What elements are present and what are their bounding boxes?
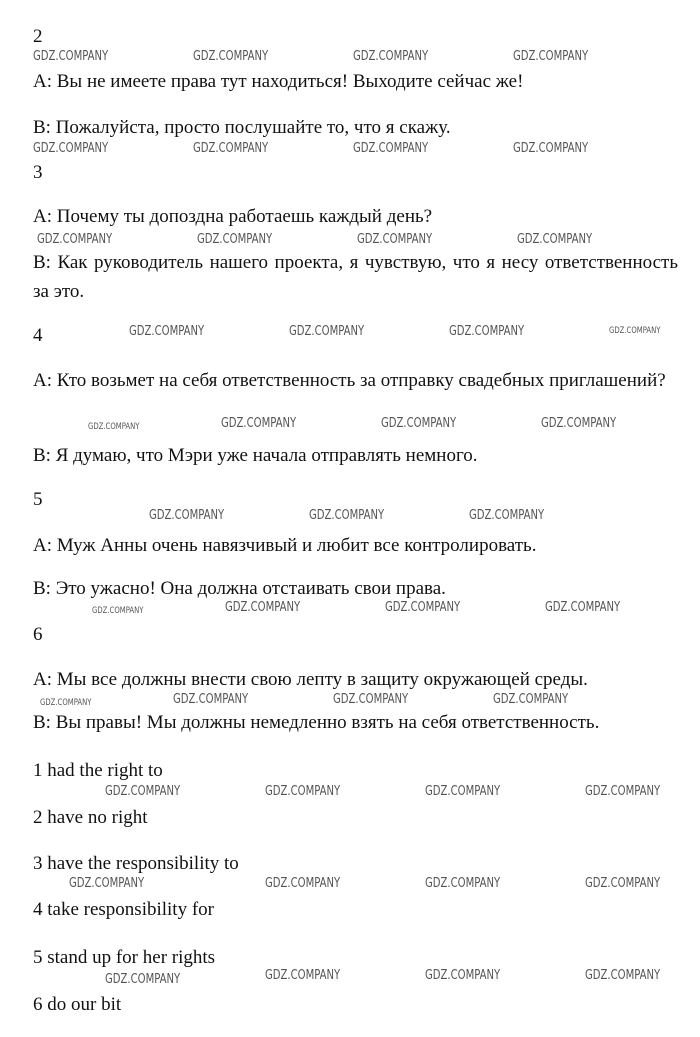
watermark: GDZ.COMPANY <box>585 968 661 983</box>
answer-item: 5 stand up for her rights <box>33 947 216 968</box>
watermark: GDZ.COMPANY <box>381 416 457 431</box>
dialogue-number: 4 <box>33 325 43 346</box>
watermark: GDZ.COMPANY <box>88 422 140 432</box>
watermark: GDZ.COMPANY <box>265 876 341 891</box>
watermark: GDZ.COMPANY <box>33 49 109 64</box>
watermark: GDZ.COMPANY <box>197 232 273 247</box>
watermark: GDZ.COMPANY <box>541 416 617 431</box>
watermark: GDZ.COMPANY <box>129 324 205 339</box>
watermark: GDZ.COMPANY <box>353 49 429 64</box>
watermark: GDZ.COMPANY <box>92 606 144 616</box>
watermark: GDZ.COMPANY <box>545 600 621 615</box>
watermark: GDZ.COMPANY <box>33 141 109 156</box>
watermark: GDZ.COMPANY <box>193 49 269 64</box>
dialogue-line-b: B: Пожалуйста, просто послушайте то, что я скажу. <box>33 117 451 138</box>
watermark: GDZ.COMPANY <box>425 968 501 983</box>
dialogue-line-b: B: Я думаю, что Мэри уже начала отправлять немного. <box>33 445 478 466</box>
watermark: GDZ.COMPANY <box>309 508 385 523</box>
watermark: GDZ.COMPANY <box>385 600 461 615</box>
watermark: GDZ.COMPANY <box>585 784 661 799</box>
dialogue-line-a: A: Мы все должны внести свою лепту в защиту окружающей среды. <box>33 669 588 690</box>
dialogue-number: 2 <box>33 26 43 47</box>
answer-item: 4 take responsibility for <box>33 899 214 920</box>
watermark: GDZ.COMPANY <box>517 232 593 247</box>
dialogue-line-b: B: Вы правы! Мы должны немедленно взять на себя ответственность. <box>33 712 600 733</box>
answer-item: 6 do our bit <box>33 994 122 1015</box>
watermark: GDZ.COMPANY <box>221 416 297 431</box>
watermark: GDZ.COMPANY <box>173 692 249 707</box>
dialogue-number: 3 <box>33 162 43 183</box>
watermark: GDZ.COMPANY <box>425 876 501 891</box>
watermark: GDZ.COMPANY <box>265 784 341 799</box>
watermark: GDZ.COMPANY <box>585 876 661 891</box>
watermark: GDZ.COMPANY <box>333 692 409 707</box>
watermark: GDZ.COMPANY <box>69 876 145 891</box>
dialogue-line-a: A: Муж Анны очень навязчивый и любит все контролировать. <box>33 535 537 556</box>
watermark: GDZ.COMPANY <box>105 784 181 799</box>
watermark: GDZ.COMPANY <box>289 324 365 339</box>
watermark: GDZ.COMPANY <box>353 141 429 156</box>
watermark: GDZ.COMPANY <box>513 49 589 64</box>
watermark: GDZ.COMPANY <box>193 141 269 156</box>
watermark: GDZ.COMPANY <box>105 972 181 987</box>
answer-item: 2 have no right <box>33 807 148 828</box>
answer-item: 1 had the right to <box>33 760 163 781</box>
watermark: GDZ.COMPANY <box>469 508 545 523</box>
watermark: GDZ.COMPANY <box>609 326 661 336</box>
watermark: GDZ.COMPANY <box>513 141 589 156</box>
dialogue-line-b: B: Это ужасно! Она должна отстаивать свои права. <box>33 578 446 599</box>
watermark: GDZ.COMPANY <box>425 784 501 799</box>
watermark: GDZ.COMPANY <box>40 698 92 708</box>
watermark: GDZ.COMPANY <box>225 600 301 615</box>
watermark: GDZ.COMPANY <box>149 508 225 523</box>
dialogue-line-a: A: Вы не имеете права тут находиться! Выходите сейчас же! <box>33 71 524 92</box>
dialogue-number: 6 <box>33 624 43 645</box>
dialogue-line-b: B: Как руководитель нашего проекта, я чувствую, что я несу ответственность за это. <box>33 252 678 302</box>
dialogue-line-a: A: Почему ты допоздна работаешь каждый день? <box>33 206 433 227</box>
watermark: GDZ.COMPANY <box>493 692 569 707</box>
answer-item: 3 have the responsibility to <box>33 853 239 874</box>
watermark: GDZ.COMPANY <box>357 232 433 247</box>
dialogue-number: 5 <box>33 489 43 510</box>
watermark: GDZ.COMPANY <box>37 232 113 247</box>
watermark: GDZ.COMPANY <box>265 968 341 983</box>
dialogue-line-a: A: Кто возьмет на себя ответственность за отправку свадебных приглашений? <box>33 370 666 391</box>
watermark: GDZ.COMPANY <box>449 324 525 339</box>
